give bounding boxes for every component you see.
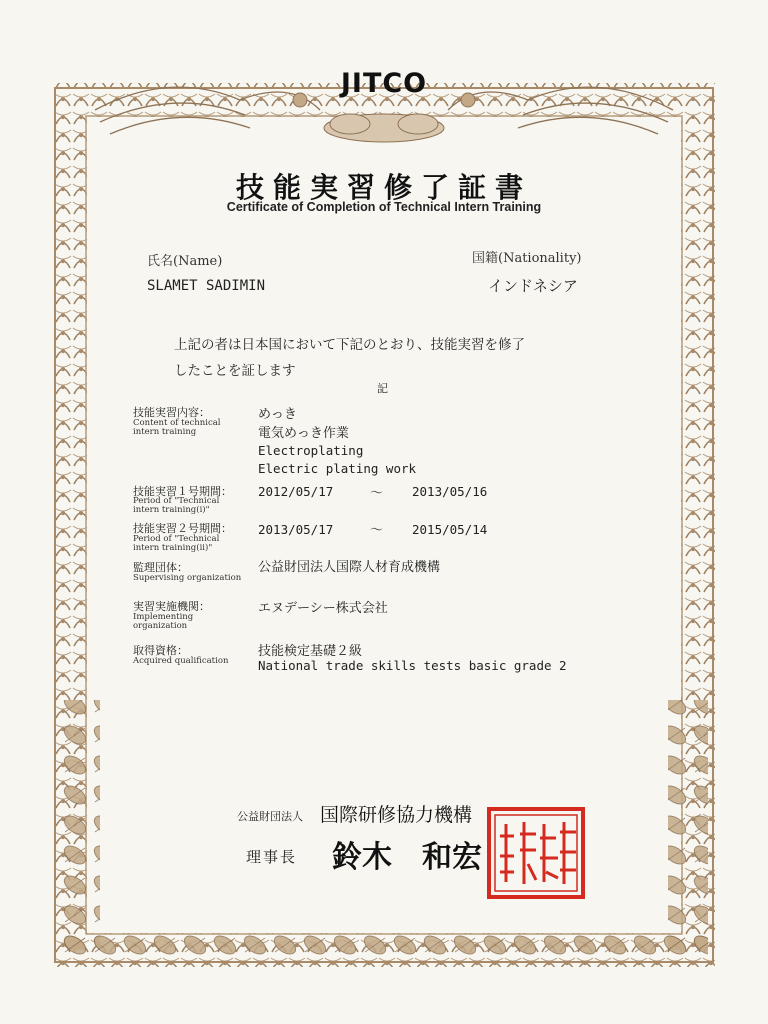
content-label-en: Content of technical intern training [133, 418, 221, 437]
period1-from: 2012/05/17 [258, 484, 334, 499]
period2-from: 2013/05/17 [258, 522, 334, 537]
signature-org-name: 国際研修協力機構 [320, 804, 473, 826]
statement-line-1: 上記の者は日本国において下記のとおり、技能実習を修了 [174, 337, 525, 353]
period2-to: 2015/05/14 [412, 522, 488, 537]
nationality-value: インドネシア [488, 277, 578, 295]
content-value-3: Electroplating [258, 443, 364, 458]
period2-sep: ～ [370, 523, 384, 538]
supervising-label-jp: 監理団体： [133, 561, 188, 574]
qualification-value-jp: 技能検定基礎２級 [258, 644, 363, 659]
qualification-value-en: National trade skills tests basic grade 2 [258, 658, 567, 673]
signature-title: 理事長 [246, 848, 298, 866]
official-seal-stamp [486, 806, 586, 900]
content-value-2: 電気めっき作業 [258, 426, 349, 441]
name-label: 氏名(Name) [147, 254, 223, 269]
certificate-title: 技能実習修了証書 [235, 171, 532, 204]
content-label-jp: 技能実習内容： [133, 406, 210, 419]
statement-line-2: したことを証します [174, 363, 296, 379]
period1-label-jp: 技能実習１号期間： [133, 485, 232, 498]
qualification-label-en: Acquired qualification [133, 656, 229, 666]
period1-label-en: Period of "Technical intern training(i)" [133, 496, 220, 515]
period2-label-en: Period of "Technical intern training(ii)" [133, 534, 220, 553]
content-value-1: めっき [258, 407, 297, 422]
signature-org-prefix: 公益財団法人 [237, 810, 303, 823]
nationality-label: 国籍(Nationality) [472, 251, 582, 266]
period1-sep: ～ [370, 486, 384, 501]
supervising-label-en: Supervising organization [133, 573, 242, 583]
implementing-label-en: Implementing organization [133, 612, 194, 631]
period2-label-jp: 技能実習２号期間： [133, 522, 232, 535]
qualification-label-jp: 取得資格： [133, 644, 188, 657]
content-value-4: Electric plating work [258, 461, 417, 476]
ki-mark: 記 [377, 382, 388, 395]
period1-to: 2013/05/16 [412, 484, 488, 499]
certificate-subtitle: Certificate of Completion of Technical Intern Training [226, 200, 542, 214]
implementing-label-jp: 実習実施機関： [133, 600, 210, 613]
implementing-value: エヌデーシー株式会社 [258, 601, 388, 616]
jitco-logo: JITCO [340, 68, 428, 99]
signature-name: 鈴木 和宏 [332, 840, 482, 875]
supervising-value: 公益財団法人国際人材育成機構 [258, 560, 441, 575]
name-value: SLAMET SADIMIN [147, 278, 266, 294]
